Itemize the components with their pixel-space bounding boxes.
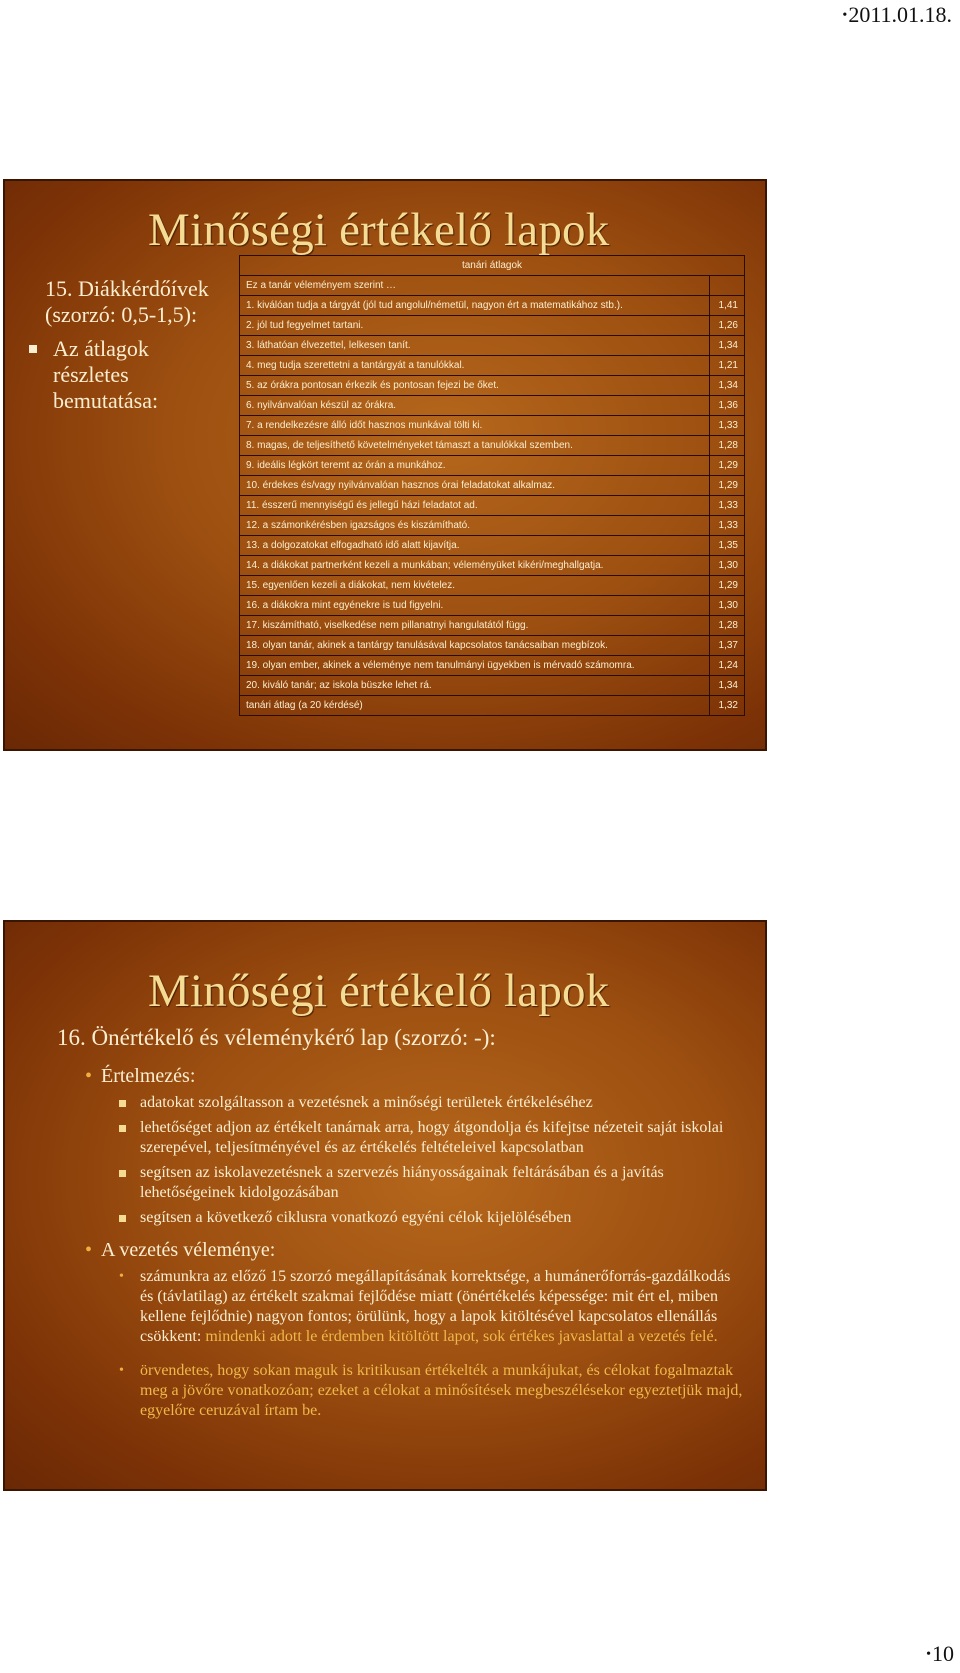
round-bullet-icon: • [85, 1065, 93, 1087]
table-row [240, 656, 745, 676]
page-date: •2011.01.18. [842, 2, 952, 27]
row-question: tanári átlag (a 20 kérdésé) [240, 696, 710, 716]
row-question: 14. a diákokat partnerként kezeli a munkában; véleményüket kikéri/meghallgatja. [240, 556, 710, 576]
opinion-item: • számunkra az előző 15 szorzó megállapításának korrektsége, a humánerőforrás-gazdálkodás és (távlatilag) az értékelt szakmai fejlődése miatt (önértékelés képessége: mit ért el, miben kellene fejlődnie) nagyon fontos; örülünk, hogy a lapok kitöltésével kapcsolatos ellenállás csökkent: mindenki adott le érdemben kitöltött lapot, sok értékes javaslattal a vezetés felé. [119, 1268, 731, 1345]
row-average: 1,36 [710, 396, 745, 416]
row-question: 19. olyan ember, akinek a véleménye nem tanulmányi ügyekben is mérvadó számomra. [240, 656, 710, 676]
section-heading: 16. Önértékelő és véleménykérő lap (szorzó: -): [57, 1025, 496, 1050]
square-bullet-icon [119, 1100, 126, 1107]
row-question: 13. a dolgozatokat elfogadható idő alatt kijavítja. [240, 536, 710, 556]
table-row [240, 556, 745, 576]
row-average: 1,29 [710, 476, 745, 496]
row-average: 1,34 [710, 676, 745, 696]
table-row [240, 676, 745, 696]
section-heading: 15. Diákkérdőívek (szorzó: 0,5-1,5): [45, 276, 209, 327]
row-question: 9. ideális légkört teremt az órán a munkához. [240, 456, 710, 476]
row-average: 1,28 [710, 436, 745, 456]
table-row [240, 376, 745, 396]
opinion-item: • örvendetes, hogy sokan maguk is kritikusan értékelték a munkájukat, és célokat fogalmaztak meg a jövőre vonatkozóan; ezeket a célokat a minősítések megbeszélésekor egyeztetjük majd, egyelőre ceruzával írtam be. [119, 1362, 743, 1419]
table-header: tanári átlagok [240, 256, 745, 276]
bullet-item: Az átlagok részletes bemutatása: [27, 336, 227, 414]
table-row [240, 576, 745, 596]
dot-bullet-icon: • [119, 1363, 124, 1378]
slide-15 [5, 181, 765, 749]
row-average: 1,37 [710, 636, 745, 656]
row-question: 5. az órákra pontosan érkezik és pontosan fejezi be őket. [240, 376, 710, 396]
table-header-row [240, 256, 745, 276]
row-question: 7. a rendelkezésre álló időt hasznos munkával tölti ki. [240, 416, 710, 436]
square-bullet-icon [29, 345, 37, 353]
row-question: 20. kiváló tanár; az iskola büszke lehet rá. [240, 676, 710, 696]
round-bullet-icon: • [85, 1239, 93, 1261]
slide-body [85, 1058, 745, 1421]
table-row [240, 356, 745, 376]
table-row [240, 496, 745, 516]
table-row [240, 476, 745, 496]
row-average: 1,32 [710, 696, 745, 716]
row-question: 18. olyan tanár, akinek a tantárgy tanulásával kapcsolatos tanácsaiban megbízok. [240, 636, 710, 656]
table-intro: Ez a tanár véleményem szerint … [240, 276, 710, 296]
dot-bullet-icon: • [119, 1269, 124, 1284]
row-average: 1,30 [710, 556, 745, 576]
teacher-averages-table [239, 255, 745, 716]
page-number: •10 [926, 1641, 954, 1666]
row-question: 12. a számonkérésben igazságos és kiszámítható. [240, 516, 710, 536]
table-row [240, 536, 745, 556]
table-row [240, 436, 745, 456]
row-question: 4. meg tudja szerettetni a tantárgyát a tanulókkal. [240, 356, 710, 376]
interpretation-item: lehetőséget adjon az értékelt tanárnak arra, hogy átgondolja és kifejtse nézeteit saját iskolai szerepével, teljesítményével és az értékelés feltételeivel kapcsolatban [119, 1118, 745, 1158]
table-row [240, 696, 745, 716]
table-row [240, 316, 745, 336]
interpretation-item: adatokat szolgáltasson a vezetésnek a minőségi területek értékeléséhez [119, 1093, 745, 1113]
row-average: 1,24 [710, 656, 745, 676]
row-question: 17. kiszámítható, viselkedése nem pillanatnyi hangulatától függ. [240, 616, 710, 636]
row-average: 1,41 [710, 296, 745, 316]
row-average: 1,33 [710, 516, 745, 536]
table-row [240, 636, 745, 656]
slide-16 [5, 922, 765, 1489]
table-row [240, 416, 745, 436]
row-average: 1,26 [710, 316, 745, 336]
row-average: 1,34 [710, 336, 745, 356]
square-bullet-icon [119, 1125, 126, 1132]
table-row [240, 516, 745, 536]
table-row [240, 396, 745, 416]
row-question: 6. nyilvánvalóan készül az órákra. [240, 396, 710, 416]
table-row [240, 456, 745, 476]
interpretation-item: segítsen az iskolavezetésnek a szervezés hiányosságainak feltárásában és a javítás lehetőségeinek kidolgozásában [119, 1163, 745, 1203]
row-question: 2. jól tud fegyelmet tartani. [240, 316, 710, 336]
row-question: 11. ésszerű mennyiségű és jellegű házi feladatot ad. [240, 496, 710, 516]
row-question: 10. érdekes és/vagy nyilvánvalóan hasznos órai feladatokat alkalmaz. [240, 476, 710, 496]
bullet-management-opinion: • A vezetés véleménye: [85, 1239, 276, 1261]
bullet-interpretation: • Értelmezés: [85, 1065, 196, 1087]
slide-title: Minőségi értékelő lapok [148, 965, 610, 1017]
row-average: 1,35 [710, 536, 745, 556]
square-bullet-icon [119, 1215, 126, 1222]
slide-title: Minőségi értékelő lapok [148, 204, 610, 256]
row-question: 16. a diákokra mint egyénekre is tud figyelni. [240, 596, 710, 616]
row-question: 3. láthatóan élvezettel, lelkesen tanít. [240, 336, 710, 356]
table-row [240, 296, 745, 316]
row-question: 8. magas, de teljesíthető követelményeket támaszt a tanulókkal szemben. [240, 436, 710, 456]
table-row [240, 616, 745, 636]
row-average: 1,21 [710, 356, 745, 376]
row-average: 1,33 [710, 416, 745, 436]
row-average: 1,30 [710, 596, 745, 616]
left-column [27, 276, 227, 414]
row-question: 1. kiválóan tudja a tárgyát (jól tud angolul/németül, nagyon ért a matematikához stb.). [240, 296, 710, 316]
square-bullet-icon [119, 1170, 126, 1177]
row-average: 1,29 [710, 576, 745, 596]
row-average: 1,28 [710, 616, 745, 636]
row-average: 1,34 [710, 376, 745, 396]
row-average: 1,33 [710, 496, 745, 516]
table-row [240, 596, 745, 616]
row-question: 15. egyenlően kezeli a diákokat, nem kivételez. [240, 576, 710, 596]
row-average: 1,29 [710, 456, 745, 476]
table-row [240, 336, 745, 356]
table-intro-row [240, 276, 745, 296]
interpretation-item: segítsen a következő ciklusra vonatkozó egyéni célok kijelölésében [119, 1208, 745, 1228]
